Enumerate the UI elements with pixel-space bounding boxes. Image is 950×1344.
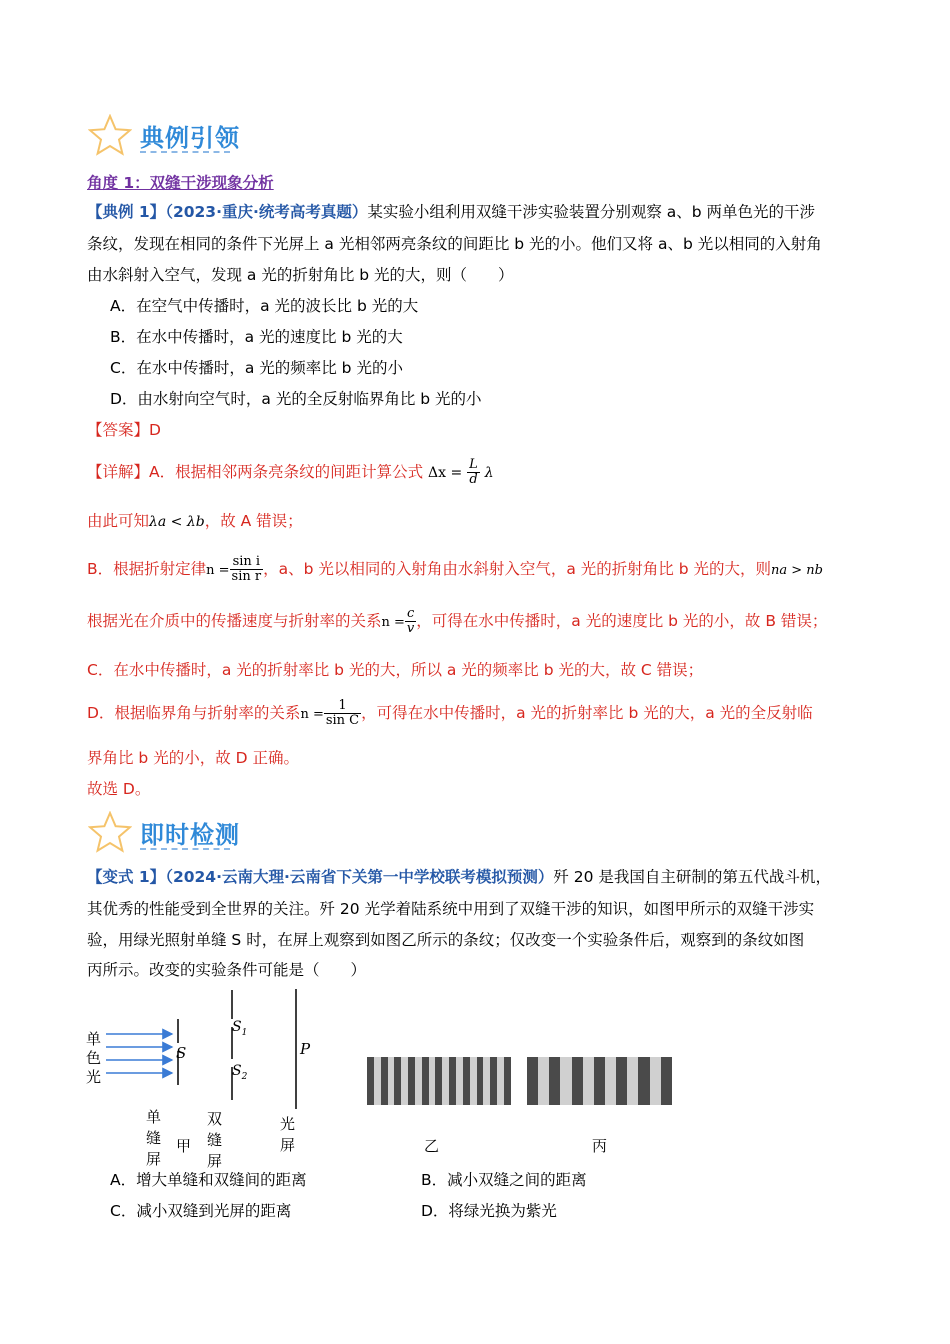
dark-fringe: [527, 1057, 538, 1105]
light-label: [86, 1030, 101, 1087]
caption-yi: 乙: [424, 1137, 440, 1155]
dark-fringe: [463, 1057, 470, 1105]
detail-line2: [87, 511, 303, 532]
formula-critical-frac: [324, 699, 361, 728]
dark-fringe: [616, 1057, 627, 1105]
variant-source: （2024·云南大理·云南省下关第一中学校联考模拟预测）: [165, 868, 554, 886]
formula-speed-frac: [405, 607, 416, 636]
angle-label: [87, 173, 274, 193]
example-stem-line1: [87, 202, 815, 222]
detail-line7: 界角比 b 光的小，故 D 正确。: [87, 749, 299, 767]
formula-snell-den: sin r: [231, 569, 262, 584]
dark-fringe: [381, 1057, 388, 1105]
bright-fringe: [583, 1057, 594, 1105]
detail-line3-post: ，a、b 光以相同的入射角由水斜射入空气，a 光的折射角比 b 光的大，则: [263, 560, 771, 578]
answer: 【答案】D: [87, 421, 161, 439]
formula-dx-lambda: λ: [484, 465, 494, 481]
fringe-pattern-bing: [527, 1057, 672, 1105]
detail-line3: [87, 552, 823, 588]
formula-speed-left: n =: [381, 615, 405, 630]
bright-fringe: [456, 1057, 463, 1105]
formula-speed-den: v: [406, 621, 415, 636]
example-tag: 【典例 1】: [87, 203, 166, 221]
variant-stem-line1: [87, 867, 831, 887]
example-option-b[interactable]: B．在水中传播时，a 光的速度比 b 光的大: [110, 328, 403, 346]
light-label-char: 色: [86, 1049, 102, 1067]
example-source: （2023·重庆·统考高考真题）: [165, 203, 368, 221]
formula-snell-num: sin i: [232, 554, 261, 569]
section-underline: [140, 151, 230, 153]
formula-critical-left: n =: [300, 707, 324, 722]
detail-line8: 故选 D。: [87, 780, 151, 798]
example-stem-text1: 某实验小组利用双缝干涉实验装置分别观察 a、b 两单色光的干涉: [367, 203, 816, 221]
slit-screens: [170, 985, 310, 1115]
formula-dx-frac: [467, 458, 480, 487]
dark-fringe: [549, 1057, 560, 1105]
detail-line1: [87, 455, 494, 490]
detail-line2-post: ，故 A 错误；: [204, 512, 303, 530]
star-icon: [88, 811, 132, 853]
formula-critical-num: 1: [338, 698, 347, 713]
bright-fringe: [388, 1057, 395, 1105]
light-label-char: 单: [86, 1030, 102, 1048]
formula-dx-den: d: [467, 472, 480, 487]
formula-snell-left: n =: [206, 563, 230, 578]
detail-line6-post: ，可得在水中传播时，a 光的折射率比 b 光的大，a 光的全反射临: [361, 704, 813, 722]
detail-line5: C．在水中传播时，a 光的折射率比 b 光的大，所以 a 光的频率比 b 光的大，故 C 错误；: [87, 661, 704, 679]
detail-line1-text: 【详解】A．根据相邻两条亮条纹的间距计算公式: [87, 463, 424, 481]
single-slit-screen-label: 单缝屏: [146, 1108, 162, 1168]
variant-stem-line2: 其优秀的性能受到全世界的关注。歼 20 光学着陆系统中用到了双缝干涉的知识，如图甲所示的双缝干涉实: [87, 900, 815, 918]
bright-fringe: [442, 1057, 449, 1105]
dark-fringe: [572, 1057, 583, 1105]
formula-speed-num: c: [406, 606, 415, 621]
bright-fringe: [497, 1057, 504, 1105]
caption-bing: 丙: [592, 1137, 608, 1155]
dark-fringe: [394, 1057, 401, 1105]
dark-fringe: [408, 1057, 415, 1105]
example-option-d[interactable]: D．由水射向空气时，a 光的全反射临界角比 b 光的小: [110, 390, 482, 408]
bright-fringe: [415, 1057, 422, 1105]
bright-fringe: [429, 1057, 436, 1105]
bright-fringe: [538, 1057, 549, 1105]
detail-line6-pre: D．根据临界角与折射率的关系: [87, 704, 301, 722]
formula-lambda-compare: λa < λb: [149, 514, 205, 530]
variant-option-d[interactable]: D．将绿光换为紫光: [421, 1202, 557, 1220]
dark-fringe: [367, 1057, 374, 1105]
variant-stem-text1: 歼 20 是我国自主研制的第五代战斗机，: [553, 868, 831, 886]
example-stem-line2: 条纹，发现在相同的条件下光屏上 a 光相邻两亮条纹的间距比 b 光的小。他们又将 a、b 光以相同的入射角: [87, 235, 822, 253]
example-option-c[interactable]: C．在水中传播时，a 光的频率比 b 光的小: [110, 359, 403, 377]
bright-fringe: [374, 1057, 381, 1105]
variant-option-b[interactable]: B．减小双缝之间的距离: [421, 1171, 587, 1189]
variant-stem-line3: 验，用绿光照射单缝 S 时，在屏上观察到如图乙所示的条纹；仅改变一个实验条件后，观察到的条纹如图: [87, 931, 805, 949]
light-screen-label: 光屏: [280, 1115, 296, 1154]
bright-fringe: [483, 1057, 490, 1105]
formula-snell-frac: [230, 555, 264, 584]
dark-fringe: [504, 1057, 511, 1105]
section-title-practice: 即时检测: [140, 821, 240, 849]
variant-option-a[interactable]: A．增大单缝和双缝间的距离: [110, 1171, 307, 1189]
bright-fringe: [470, 1057, 477, 1105]
detail-line6: [87, 696, 813, 732]
angle-label-text: 角度 1：双缝干涉现象分析: [87, 174, 274, 192]
dark-fringe: [638, 1057, 649, 1105]
dark-fringe: [661, 1057, 672, 1105]
detail-line4-post: ，可得在水中传播时，a 光的速度比 b 光的小，故 B 错误；: [416, 612, 828, 630]
dark-fringe: [449, 1057, 456, 1105]
bright-fringe: [560, 1057, 571, 1105]
variant-option-c[interactable]: C．减小双缝到光屏的距离: [110, 1202, 292, 1220]
light-label-char: 光: [86, 1068, 102, 1086]
detail-line4-pre: 根据光在介质中的传播速度与折射率的关系: [87, 612, 382, 630]
bright-fringe: [605, 1057, 616, 1105]
example-stem-line3: 由水斜射入空气，发现 a 光的折射角比 b 光的大，则（ ）: [87, 266, 514, 284]
dark-fringe: [594, 1057, 605, 1105]
formula-critical-den: sin C: [325, 713, 360, 728]
bright-fringe: [650, 1057, 661, 1105]
variant-stem-line4: 丙所示。改变的实验条件可能是（ ）: [87, 961, 367, 979]
dark-fringe: [490, 1057, 497, 1105]
s1-label: $S_1$: [232, 1019, 248, 1038]
dark-fringe: [477, 1057, 484, 1105]
double-slit-screen-label: 双缝屏: [207, 1110, 223, 1170]
section-title-example: 典例引领: [140, 124, 240, 152]
dark-fringe: [422, 1057, 429, 1105]
bright-fringe: [401, 1057, 408, 1105]
single-slit-label: S: [176, 1044, 187, 1062]
example-option-a[interactable]: A．在空气中传播时，a 光的波长比 b 光的大: [110, 297, 419, 315]
formula-n-compare: na > nb: [771, 563, 823, 578]
variant-tag: 【变式 1】: [87, 868, 166, 886]
detail-line4: [87, 604, 827, 640]
section-underline: [140, 848, 230, 850]
dark-fringe: [435, 1057, 442, 1105]
caption-jia: 甲: [176, 1137, 192, 1155]
detail-line3-pre: B．根据折射定律: [87, 560, 207, 578]
star-icon: [88, 114, 132, 156]
screen-point-label: P: [300, 1040, 311, 1058]
formula-dx-num: L: [469, 457, 478, 472]
bright-fringe: [627, 1057, 638, 1105]
s2-label: $S_2$: [232, 1063, 248, 1082]
fringe-pattern-yi: [367, 1057, 511, 1105]
detail-line2-pre: 由此可知: [87, 512, 150, 530]
formula-dx-left: Δx =: [428, 465, 463, 481]
light-rays: [100, 1025, 180, 1085]
